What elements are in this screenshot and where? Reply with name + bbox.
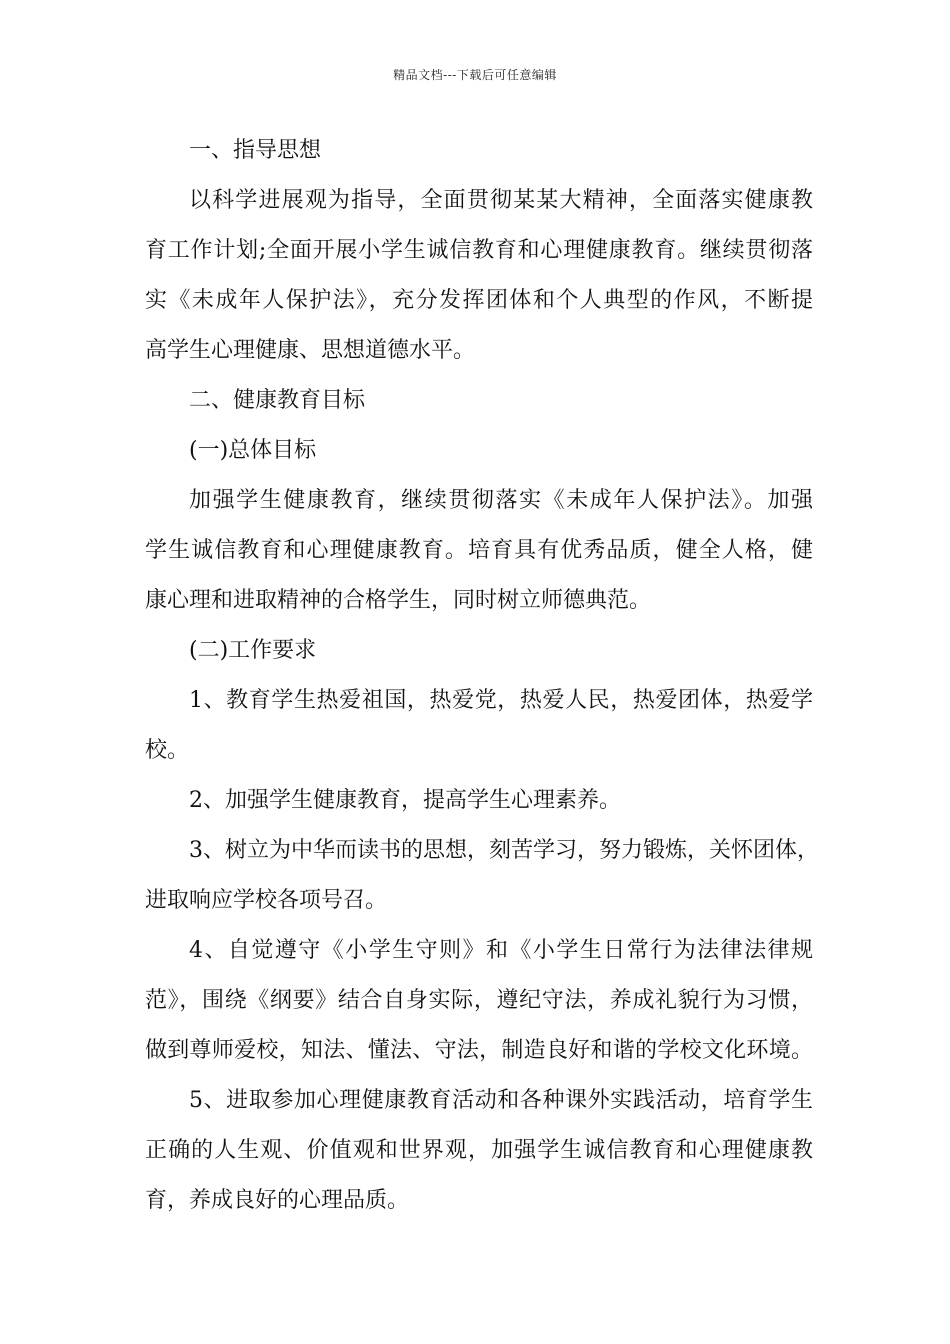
paragraph-line: 高学生心理健康、思想道德水平。: [145, 338, 476, 363]
list-item-line: 5、进取参加心理健康教育活动和各种课外实践活动，培育学生: [189, 1088, 813, 1113]
subheading-overall-goal: (一)总体目标: [189, 438, 317, 463]
list-item-line: 做到尊师爱校，知法、懂法、守法，制造良好和谐的学校文化环境。: [145, 1038, 813, 1063]
page-header: 精品文档---下载后可任意编辑: [393, 68, 557, 82]
document-body: [145, 126, 819, 1226]
list-item-line: 3、树立为中华而读书的思想，刻苦学习，努力锻炼，关怀团体，: [189, 838, 819, 863]
list-item-line: 正确的人生观、价值观和世界观，加强学生诚信教育和心理健康教: [145, 1138, 813, 1163]
paragraph-line: 康心理和进取精神的合格学生，同时树立师德典范。: [145, 588, 652, 613]
list-item-line: 4、自觉遵守《小学生守则》和《小学生日常行为法律法律规: [189, 938, 813, 963]
paragraph-line: 育工作计划;全面开展小学生诚信教育和心理健康教育。继续贯彻落: [145, 238, 813, 263]
list-item-line: 育，养成良好的心理品质。: [145, 1188, 410, 1213]
paragraph-line: 加强学生健康教育，继续贯彻落实《未成年人保护法》。加强: [189, 488, 813, 513]
paragraph-line: 学生诚信教育和心理健康教育。培育具有优秀品质，健全人格，健: [145, 538, 813, 563]
list-item-line: 范》，围绕《纲要》结合自身实际，遵纪守法，养成礼貌行为习惯，: [145, 988, 813, 1013]
paragraph-line: 以科学进展观为指导，全面贯彻某某大精神，全面落实健康教: [189, 188, 813, 213]
paragraph-line: 实《未成年人保护法》，充分发挥团体和个人典型的作风，不断提: [145, 288, 813, 313]
section-heading-health-goals: 二、健康教育目标: [189, 388, 366, 413]
subheading-work-requirements: (二)工作要求: [189, 638, 317, 663]
list-item-line: 1、教育学生热爱祖国，热爱党，热爱人民，热爱团体，热爱学: [189, 688, 813, 713]
list-item-line: 进取响应学校各项号召。: [145, 888, 388, 913]
list-item-line: 校。: [145, 738, 190, 763]
list-item-line: 2、加强学生健康教育，提高学生心理素养。: [189, 788, 621, 813]
section-heading-guiding-thought: 一、指导思想: [189, 138, 322, 163]
